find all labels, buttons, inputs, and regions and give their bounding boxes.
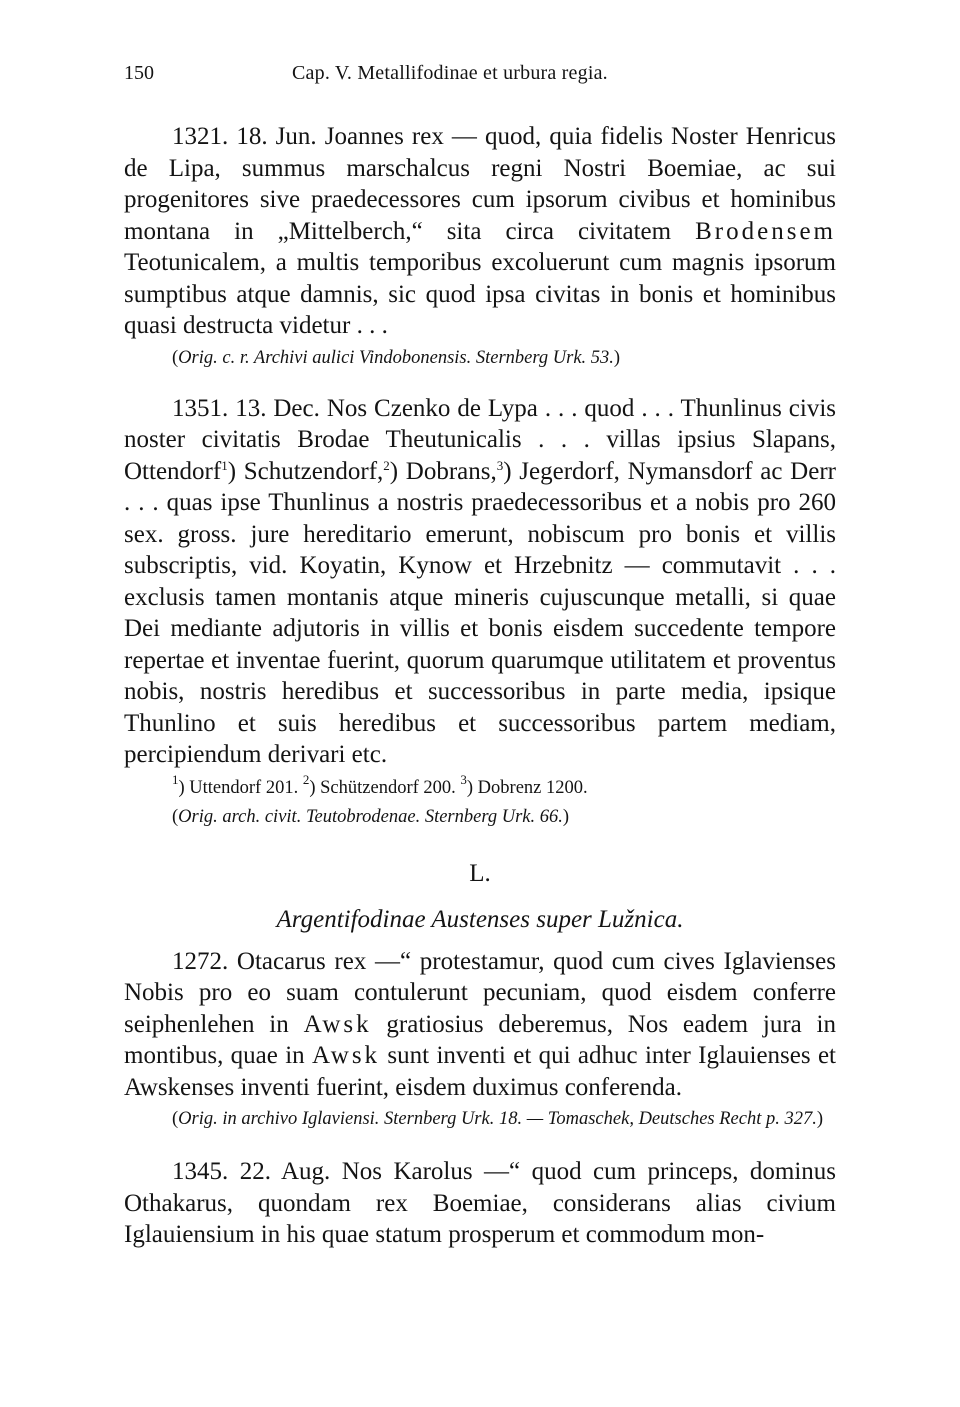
source-open-paren: ( [172, 1109, 179, 1129]
entry-1272-spaced-word-1: Awsk [303, 1010, 372, 1038]
entry-1345-paragraph: 1345. 22. Aug. Nos Karolus —“ quod cum princeps, dominus Othakarus, quondam rex Boemiae, considerans alias civium Iglauiensium in his quae statum prosperum et commodum mon- [124, 1158, 836, 1248]
footnote-mark-1: 1 [221, 457, 228, 473]
source-close-paren: ) [562, 806, 570, 827]
entry-1321-source-text: Orig. c. r. Archivi aulici Vindobonensis. Sternberg Urk. 53. [178, 347, 614, 368]
entry-1351-text-d: ) Jegerdorf, Nymansdorf ac Derr . . . quas ipse Thunlinus a nostris praedecessoribus et a nobis pro 260 sex. gross. jure hereditario emerunt, nobiscum pro bonis et villis subscriptis, vid. Koyatin, Kynow et Hrzebnitz — commutavit . . . exclusis tamen montanis atque mineris cujuscunque metalli, si quae Dei mediante adjutoris in villis et bonis eisdem succedente tempore repertae et inventae fuerint, quorum quarumque utilitatem et proventus nobis, nostris heredibus et successoribus in parte media, ipsique Thunlino et suis heredibus et successoribus partem mediam, percipiendum derivari etc. [124, 457, 836, 768]
entry-1351-source [124, 804, 836, 830]
page-number: 150 [124, 62, 154, 84]
entry-1272-text-a: 1272. Otacarus rex —“ protestamur, quod cum cives Iglavienses Nobis pro eo suam contulerunt pecuniam, quod eisdem conferre seiphenlehen in [124, 947, 836, 1038]
entry-1272-source-text: Orig. in archivo Iglaviensi. Sternberg Urk. 18. — Tomaschek, Deutsches Recht p. 327. [178, 1109, 817, 1129]
entry-1272-text-c: sunt inventi et qui adhuc inter Iglauienses et Awskenses inventi fuerint, eisdem duximus conferenda. [124, 1042, 836, 1101]
footnote-3-number: 3 [460, 771, 467, 787]
entry-1351-source-text: Orig. arch. civit. Teutobrodenae. Sternberg Urk. 66. [178, 806, 563, 827]
running-head: Cap. V. Metallifodinae et urbura regia. [292, 62, 608, 84]
entry-1321-paragraph [124, 121, 836, 342]
entry-1321-spaced-word: Brodensem [695, 217, 836, 245]
section-number: L. [469, 859, 491, 887]
footnote-mark-3: 3 [496, 457, 504, 473]
source-close-paren: ) [613, 347, 621, 368]
source-close-paren: ) [816, 1109, 824, 1129]
footnote-3-text: ) Dobrenz 1200. [466, 777, 588, 798]
footnote-mark-2: 2 [383, 457, 390, 473]
body-text [124, 121, 836, 1251]
section-title: Argentifodinae Austenses super Lužnica. [276, 905, 684, 933]
entry-1351-footnotes [124, 771, 836, 801]
source-open-paren: ( [172, 806, 179, 827]
entry-1272-text-b: gratiosius deberemus, Nos eadem jura in montibus, quae in [124, 1010, 836, 1069]
entry-1272-source [124, 1106, 836, 1132]
entry-1321-text-b: Teotunicalem, a multis temporibus excoluerunt cum magnis ipsorum sumptibus atque damnis, sic quod ipsa civitas in bonis et hominibus quasi destructa videtur . . . [124, 249, 836, 339]
entry-1321-source [124, 345, 836, 371]
entry-1351-text-c: ) Dobrans, [389, 457, 497, 485]
entry-1321-text-a: 1321. 18. Jun. Joannes rex — quod, quia fidelis Noster Henricus de Lipa, summus marschalcus regni Nostri Boemiae, ac sui progenitores sive praedecessores cum ipsorum civibus et hominibus montana in „Mittelberch,“ sita circa civitatem [124, 123, 836, 245]
footnote-1-text: ) Uttendorf 201. [178, 777, 303, 798]
entry-1351-text-b: ) Schutzendorf, [227, 457, 384, 485]
entry-1272-spaced-word-2: Awsk [312, 1042, 381, 1069]
footnote-1-number: 1 [172, 771, 179, 787]
entry-1272-paragraph [124, 946, 836, 1104]
footnote-2-number: 2 [302, 771, 310, 787]
source-open-paren: ( [172, 347, 179, 368]
footnote-2-text: ) Schützendorf 200. [309, 777, 461, 798]
entry-1351-text-a: 1351. 13. Dec. Nos Czenko de Lypa . . . quod . . . Thunlinus civis noster civitatis Brodae Theutunicalis . . . villas ipsius Slapans, Ottendorf [124, 394, 836, 485]
page-header [124, 62, 836, 92]
entry-1351-paragraph [124, 393, 836, 771]
